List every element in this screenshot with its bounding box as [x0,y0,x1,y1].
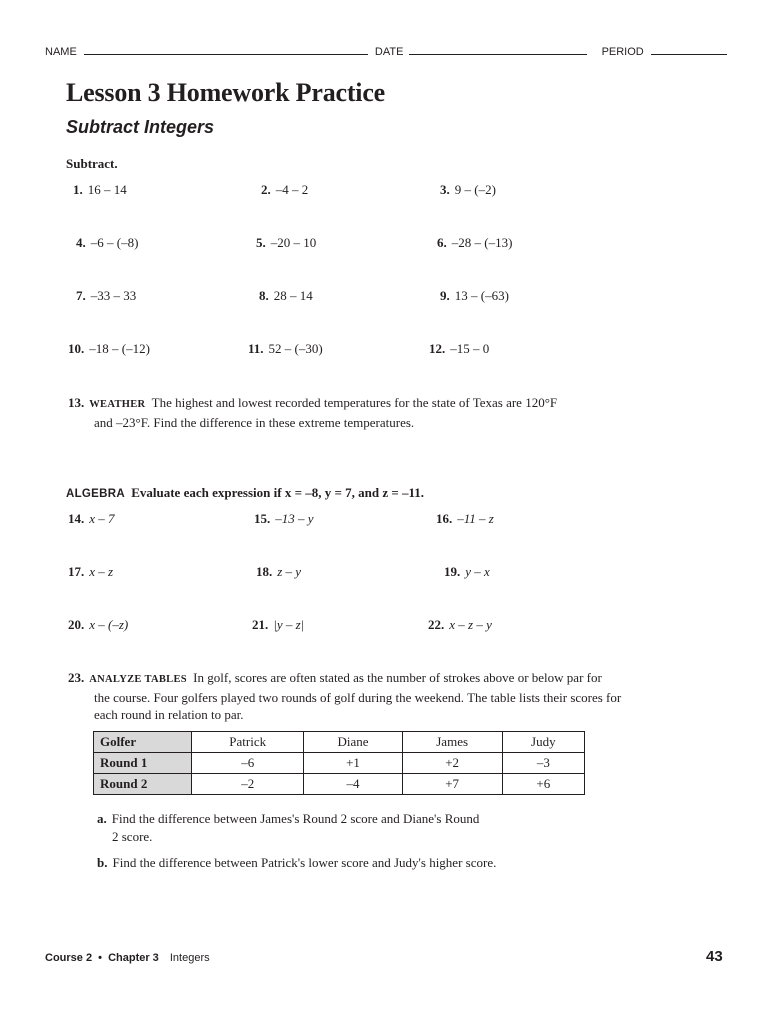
problem-number: 18. [256,564,273,579]
problem-4 [76,235,138,251]
problem-text-line: The highest and lowest recorded temperatures for the state of Texas are 120°F [151,395,558,410]
section-instruction: Subtract. [66,156,118,171]
problem-8 [259,288,313,304]
problem-17 [68,564,113,580]
table-cell: Round 1 [94,753,192,774]
problem-expression: x – z [89,564,114,579]
problem-number: 2. [261,182,271,197]
page-title: Lesson 3 Homework Practice [66,78,386,107]
problem-expression: –6 – (–8) [90,235,139,250]
problem-expression: 13 – (–63) [454,288,509,303]
problem-text-line: the course. Four golfers played two rounds of golf during the weekend. The table lists their scores for [94,689,622,705]
problem-21 [252,617,304,633]
problem-15 [254,511,314,527]
problem-number: 3. [440,182,450,197]
problem-10 [68,341,150,357]
problem-number: 4. [76,235,86,250]
problem-number: 6. [437,235,447,250]
problem-19 [444,564,490,580]
problem-expression: –11 – z [457,511,494,526]
table-cell: –6 [192,753,304,774]
table-cell: James [402,732,502,753]
table-cell: +2 [402,753,502,774]
problem-22 [428,617,492,633]
problem-caption: ANALYZE TABLES [89,674,187,685]
problem-expression: 9 – (–2) [454,182,496,197]
page-subtitle: Subtract Integers [66,117,215,137]
problem-number: 9. [440,288,450,303]
part-label: a. [97,811,107,826]
table-cell: Golfer [94,732,192,753]
algebra-instruction-text: Evaluate each expression if [131,485,282,500]
part-text-line: 2 score. [112,828,153,844]
problem-5 [256,235,316,251]
table-cell: +1 [304,753,402,774]
table-row [94,753,585,774]
problem-18 [256,564,301,580]
problem-expression: z – y [277,564,302,579]
part-label: b. [97,855,108,870]
problem-6 [437,235,512,251]
date-label: DATE [374,46,404,58]
part-text-line: Find the difference between James's Round 2 score and Diane's Round [111,811,480,826]
problem-expression: –28 – (–13) [451,235,513,250]
problem-expression: –13 – y [275,511,314,526]
problem-23 [68,669,708,724]
problem-2 [261,182,308,198]
table-cell: +6 [502,774,584,795]
page-number: 43 [706,948,723,965]
problem-16 [436,511,494,527]
problem-expression: –33 – 33 [90,288,137,303]
name-label: NAME [45,46,77,58]
problem-number: 14. [68,511,85,526]
problem-number: 21. [252,617,269,632]
problem-expression: x – (–z) [89,617,129,632]
problem-expression: 52 – (–30) [268,341,323,356]
problem-expression: 28 – 14 [273,288,313,303]
problem-number: 7. [76,288,86,303]
footer-topic: Integers [169,952,210,964]
table-cell: +7 [402,774,502,795]
problem-caption: WEATHER [89,399,146,410]
table-header-row [94,732,585,753]
problem-expression: –20 – 10 [270,235,317,250]
table-cell: Diane [304,732,402,753]
footer-bullet: • [98,952,102,964]
table-cell: Round 2 [94,774,192,795]
problem-expression: –18 – (–12) [89,341,150,356]
period-field[interactable] [651,46,727,55]
problem-text-line: and –23°F. Find the difference in these extreme temperatures. [94,414,415,430]
problem-expression: –15 – 0 [450,341,490,356]
problem-expression: y – x [465,564,490,579]
problem-number: 19. [444,564,461,579]
problem-number: 12. [429,341,446,356]
problem-23-part-b [97,854,496,872]
problem-7 [76,288,136,304]
problem-number: 10. [68,341,85,356]
footer-course: Course 2 [45,952,93,964]
problem-20 [68,617,128,633]
page-footer [45,952,210,964]
algebra-instruction [66,485,424,501]
table-row [94,774,585,795]
algebra-variables: x = –8, y = 7, and z = –11. [284,485,425,500]
problem-number: 17. [68,564,85,579]
problem-number: 8. [259,288,269,303]
period-label: PERIOD [601,46,644,58]
table-cell: –2 [192,774,304,795]
problem-14 [68,511,115,527]
problem-number: 5. [256,235,266,250]
problem-text-line: each round in relation to par. [94,707,244,722]
problem-text-line: In golf, scores are often stated as the number of strokes above or below par for [193,670,602,685]
footer-chapter: Chapter 3 [108,952,159,964]
problem-number: 23. [68,670,85,685]
table-cell: Judy [502,732,584,753]
table-cell: –3 [502,753,584,774]
problem-expression: –4 – 2 [275,182,309,197]
problem-number: 13. [68,395,85,410]
golf-scores-table [93,731,585,795]
algebra-caption: ALGEBRA [66,488,125,500]
table-cell: Patrick [192,732,304,753]
problem-23-part-a [97,810,479,845]
problem-1 [73,182,127,198]
name-field[interactable] [84,46,368,55]
problem-expression: x – 7 [89,511,115,526]
problem-expression: |y – z| [273,617,305,632]
problem-number: 11. [248,341,264,356]
problem-number: 15. [254,511,271,526]
problem-9 [440,288,509,304]
table-cell: –4 [304,774,402,795]
problem-number: 20. [68,617,85,632]
problem-number: 16. [436,511,453,526]
problem-13 [68,394,708,431]
problem-number: 1. [73,182,83,197]
problem-11 [248,341,323,357]
problem-number: 22. [428,617,445,632]
problem-expression: x – z – y [449,617,492,632]
problem-expression: 16 – 14 [87,182,127,197]
problem-3 [440,182,496,198]
part-text: Find the difference between Patrick's lower score and Judy's higher score. [112,855,497,870]
date-field[interactable] [409,46,587,55]
problem-12 [429,341,489,357]
student-info-header [45,46,727,58]
